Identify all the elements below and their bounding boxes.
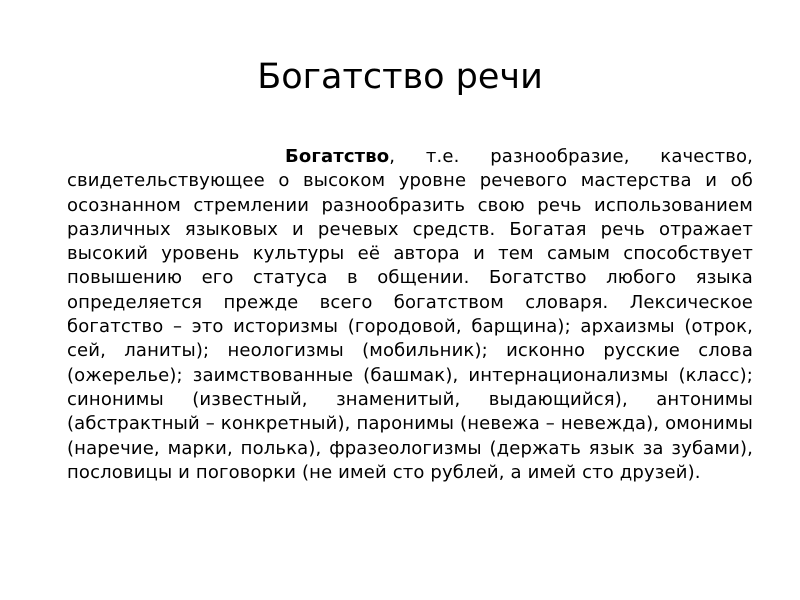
term-bold: Богатство <box>285 146 390 167</box>
paragraph-text: , т.е. разнообразие, качество, свидетельствующее о высоком уровне речевого мастерства и об осознанном стремлении разнообразить свою речь использованием различных языковых и речевых средств. Богатая речь отражает высокий уровень культуры её автора и тем самым способствует повышению его статуса в общении. Богатство любого языка определяется прежде всего богатством словаря. Лексическое богатство – это историзмы (городовой, барщина); архаизмы (отрок, сей, ланиты); неологизмы (мобильник); исконно русские слова (ожерелье); заимствованные (башмак), интернационализмы (класс); синонимы (известный, знаменитый, выдающийся), антонимы (абстрактный – конкретный), паронимы (невежа – невежда), омонимы (наречие, марки, полька), фразеологизмы (держать язык за зубами), пословицы и поговорки (не имей сто рублей, а имей сто друзей). <box>67 146 753 483</box>
slide-title: Богатство речи <box>257 57 543 97</box>
body-paragraph <box>67 145 753 485</box>
